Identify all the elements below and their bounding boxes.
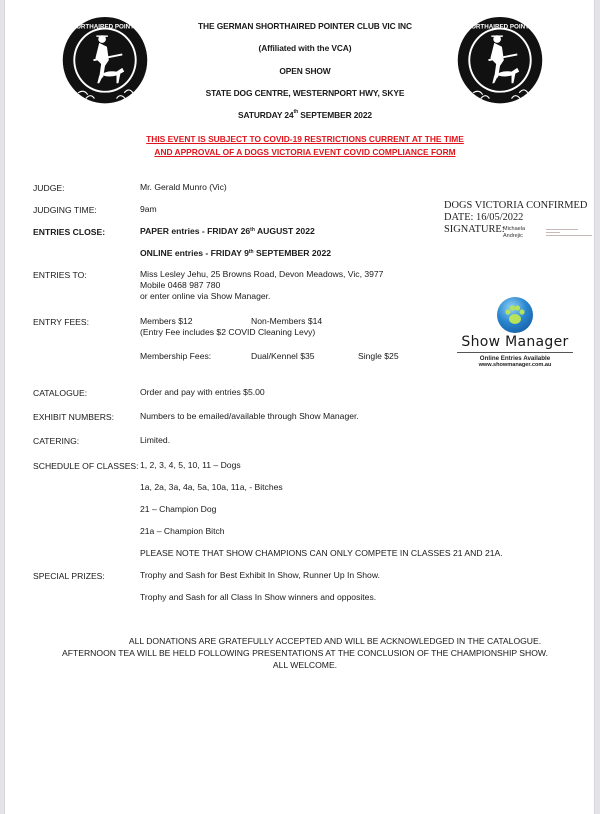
club-logo-left [57,16,153,112]
club-logo-right [452,16,548,112]
non-members-fee: Non-Members $14 [251,316,323,326]
single-fee: Single $25 [358,351,399,361]
entry-fees-label: ENTRY FEES: [33,317,90,327]
covid-notice-line1: THIS EVENT IS SUBJECT TO COVID-19 RESTRICTIONS CURRENT AT THE TIME [146,134,464,144]
affiliation: (Affiliated with the VCA) [258,43,352,53]
show-manager-title: Show Manager [461,334,569,350]
pointer-club-emblem-icon [452,16,548,112]
champions-note: PLEASE NOTE THAT SHOW CHAMPIONS CAN ONLY COMPETE IN CLASSES 21 AND 21A. [140,548,503,558]
paw-icon [497,297,533,333]
club-name: THE GERMAN SHORTHAIRED POINTER CLUB VIC INC [198,21,412,31]
divider [457,352,573,353]
donations-note: ALL DONATIONS ARE GRATEFULLY ACCEPTED AND WILL BE ACKNOWLEDGED IN THE CATALOGUE. [128,636,542,646]
paper-entries-close: PAPER entries - FRIDAY 26th AUGUST 2022 [140,226,315,236]
special-prizes-label: SPECIAL PRIZES: [33,571,105,581]
show-manager-url[interactable]: www.showmanager.com.au [478,362,552,368]
covid-notice [105,133,505,158]
exhibit-numbers-label: EXHIBIT NUMBERS: [33,412,115,422]
prize-line: Trophy and Sash for all Class In Show winners and opposites. [140,592,377,602]
catering-label: CATERING: [33,436,80,446]
dogs-victoria-confirmation: DOGS VICTORIA CONFIRMED DATE: 16/05/2022 SIGNATURE: [444,200,588,235]
entries-to-label: ENTRIES TO: [33,270,87,280]
levy-note: (Entry Fee includes $2 COVID Cleaning Levy) [140,327,316,337]
venue: STATE DOG CENTRE, WESTERNPORT HWY, SKYE [205,88,405,98]
show-type: OPEN SHOW [279,66,331,76]
exhibit-numbers-value: Numbers to be emailed/available through Show Manager. [140,411,359,421]
show-manager-subtitle: Online Entries Available [479,355,551,362]
dual-kennel-fee: Dual/Kennel $35 [251,351,315,361]
svg-text:SHORTHAIRED POINTER: SHORTHAIRED POINTER [462,23,538,31]
online-entries-close: ONLINE entries - FRIDAY 9th SEPTEMBER 2022 [140,248,331,258]
schedule-label: SCHEDULE OF CLASSES: [33,461,139,471]
covid-notice-line2: AND APPROVAL OF A DOGS VICTORIA EVENT COVID COMPLIANCE FORM [154,146,456,157]
judging-time-label: JUDGING TIME: [33,205,97,215]
footer-notes [35,635,575,671]
entries-mobile: Mobile 0468 987 780 [140,280,221,290]
schedule-line: 1a, 2a, 3a, 4a, 5a, 10a, 11a, - Bitches [140,482,283,492]
schedule-line: 21 – Champion Dog [140,504,217,514]
event-date: SATURDAY 24th SEPTEMBER 2022 [238,109,372,120]
afternoon-tea-note: AFTERNOON TEA WILL BE HELD FOLLOWING PRESENTATIONS AT THE CONCLUSION OF THE CHAMPIONSHIP SHOW. [62,648,548,658]
document-page [4,0,595,814]
show-manager-logo[interactable] [445,294,585,374]
entries-to-value [140,269,383,302]
judge-value: Mr. Gerald Munro (Vic) [140,182,227,192]
digital-signature-stamp [546,229,592,238]
membership-fees-label: Membership Fees: [140,351,212,361]
catering-value: Limited. [140,435,171,445]
entries-address: Miss Lesley Jehu, 25 Browns Road, Devon Meadows, Vic, 3977 [140,269,384,279]
judge-label: JUDGE: [33,183,65,193]
members-fee: Members $12 [140,316,193,326]
prize-line: Trophy and Sash for Best Exhibit In Show, Runner Up In Show. [140,570,380,580]
catalogue-label: CATALOGUE: [33,388,88,398]
entries-close-label: ENTRIES CLOSE: [33,227,106,237]
schedule-line: 21a – Champion Bitch [140,526,225,536]
judging-time-value: 9am [140,204,157,214]
svg-text:SHORTHAIRED POINTER: SHORTHAIRED POINTER [67,23,143,31]
signer-name: Michaela Andrejic [503,226,526,239]
entries-online: or enter online via Show Manager. [140,291,271,301]
pointer-club-emblem-icon [57,16,153,112]
schedule-line: 1, 2, 3, 4, 5, 10, 11 – Dogs [140,460,241,470]
welcome-note: ALL WELCOME. [272,660,338,670]
catalogue-value: Order and pay with entries $5.00 [140,387,265,397]
